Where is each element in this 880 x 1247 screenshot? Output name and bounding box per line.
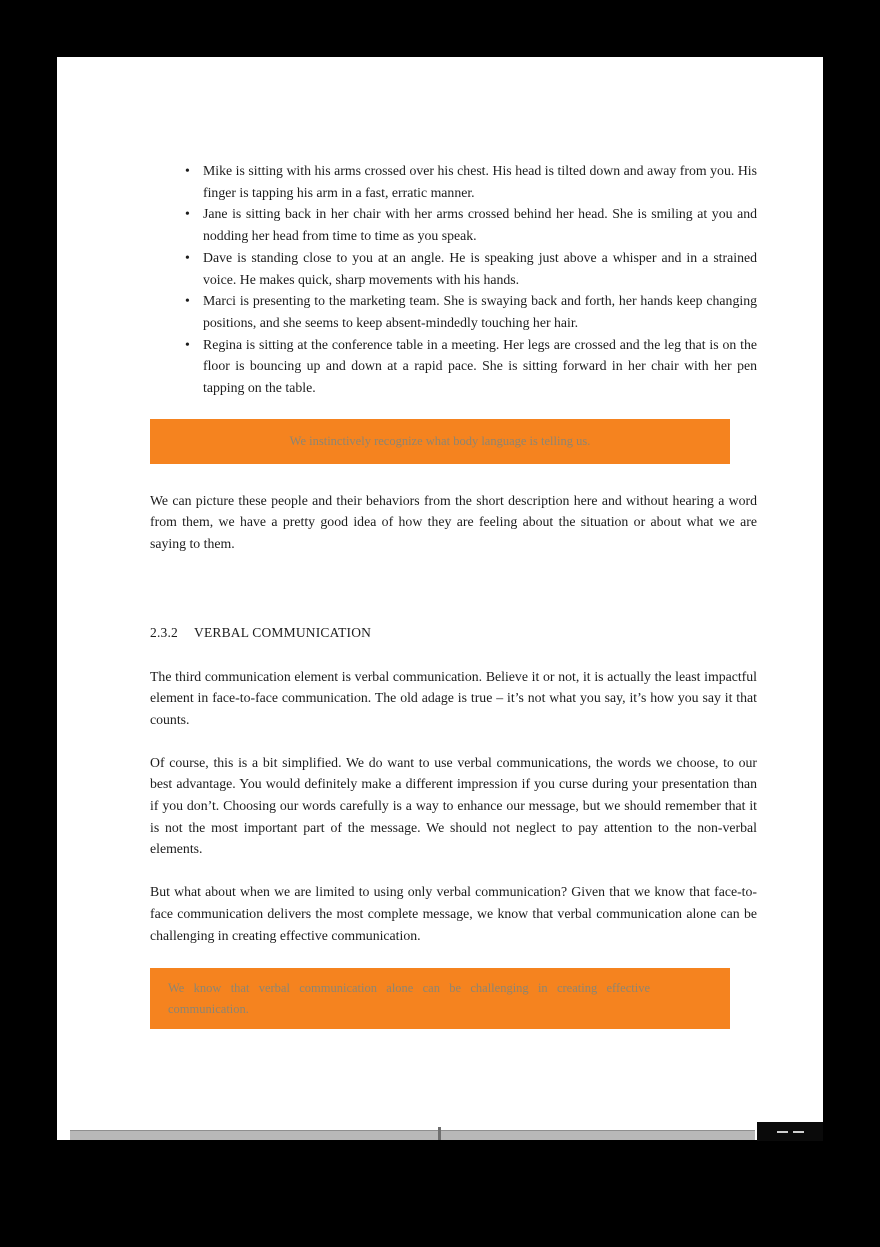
section-title: VERBAL COMMUNICATION [194, 624, 372, 640]
list-item: • Jane is sitting back in her chair with her arms crossed behind her head. She is smiling at you and nodding her head from time to time as you speak. [185, 203, 757, 246]
horizontal-scrollbar[interactable] [70, 1130, 755, 1140]
list-item: • Marci is presenting to the marketing team. She is swaying back and forth, her hands keep changing positions, and she seems to keep absent-mindedly touching her hair. [185, 290, 757, 333]
callout-text: We instinctively recognize what body language is telling us. [289, 433, 591, 448]
document-page [57, 57, 823, 1140]
list-item: • Dave is standing close to you at an angle. He is speaking just above a whisper and in a strained voice. He makes quick, sharp movements with his hands. [185, 247, 757, 290]
callout-text: We know that verbal communication alone can be challenging in creating effective communication. [168, 981, 650, 1017]
page-indicator[interactable] [757, 1122, 823, 1141]
list-item: • Regina is sitting at the conference table in a meeting. Her legs are crossed and the leg that is on the floor is bouncing up and down at a rapid pace. She is sitting forward in her chair with her pen tapping on the table. [185, 334, 757, 399]
list-item: • Mike is sitting with his arms crossed over his chest. His head is tilted down and away from you. His finger is tapping his arm in a fast, erratic manner. [185, 160, 757, 203]
highlight-callout-box [150, 419, 730, 464]
body-paragraph: The third communication element is verbal communication. Believe it or not, it is actually the least impactful element in face-to-face communication. The old adage is true – it’s not what you say, it’s how you say it that counts. [150, 668, 757, 727]
bullet-list [185, 160, 757, 399]
indicator-mark [793, 1131, 804, 1133]
body-paragraph: But what about when we are limited to using only verbal communication? Given that we know that face-to-face communication delivers the most complete message, we know that verbal communication alone can be challenging in creating effective communication. [150, 884, 757, 943]
highlight-callout-box [150, 968, 730, 1029]
body-paragraph: Of course, this is a bit simplified. We do want to use verbal communications, the words we choose, to our best advantage. You would definitely make a different impression if you curse during your presentation than if you don’t. Choosing our words carefully is a way to enhance our message, but we should remember that it is not the most important part of the message. We should not neglect to pay attention to the non-verbal elements. [150, 754, 757, 857]
body-paragraph: We can picture these people and their behaviors from the short description here and without hearing a word from them, we have a pretty good idea of how they are feeling about the situation or about what we are saying to them. [150, 492, 757, 552]
section-number: 2.3.2 [150, 624, 178, 640]
scrollbar-thumb[interactable] [438, 1127, 441, 1140]
section-heading [150, 622, 757, 644]
indicator-mark [777, 1131, 788, 1133]
